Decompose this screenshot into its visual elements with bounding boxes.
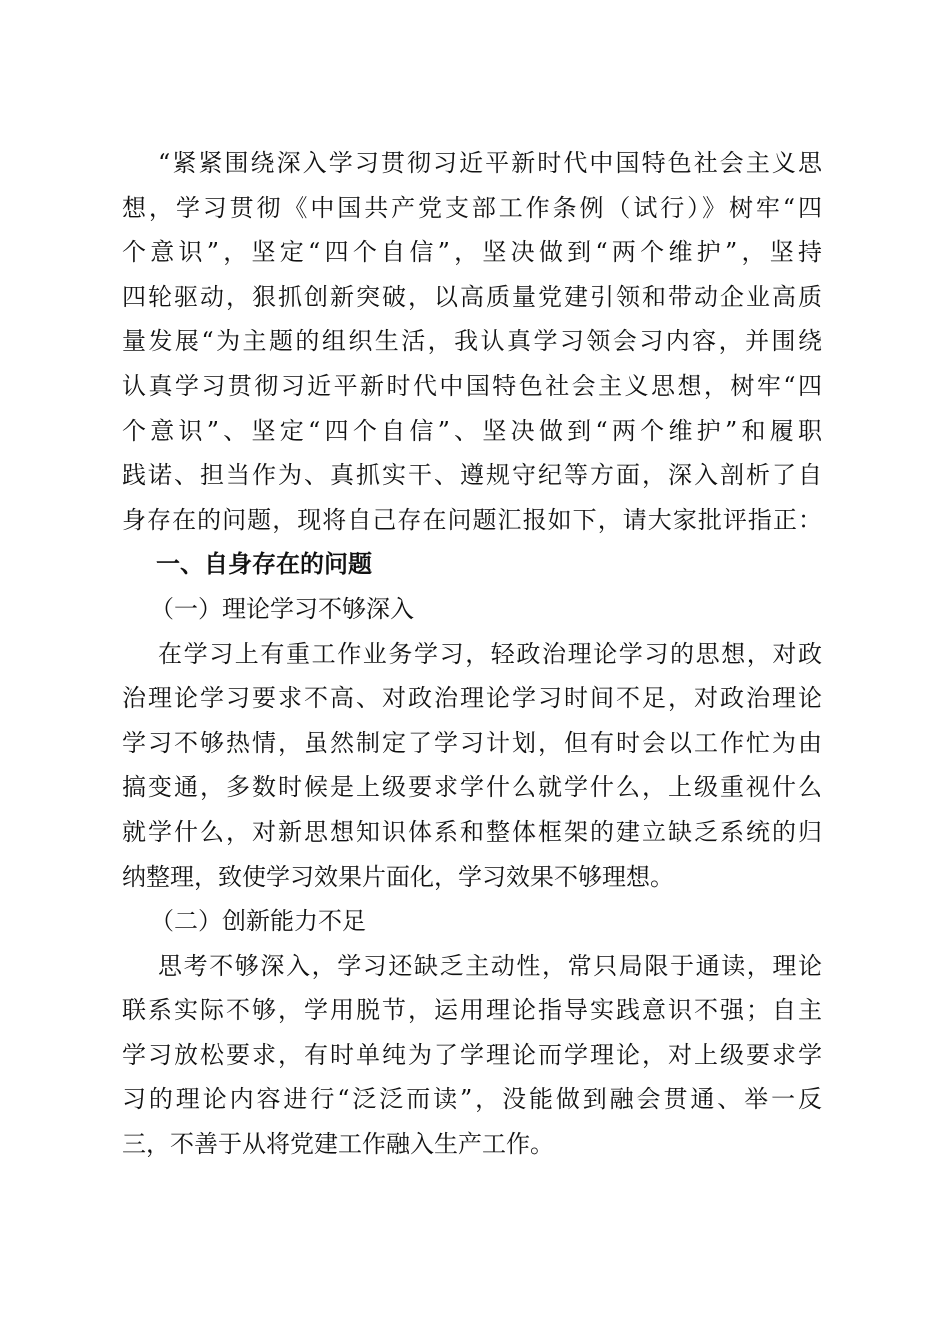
text-line: 身存在的问题，现将自己存在问题汇报如下，请大家批评指正： bbox=[122, 505, 822, 534]
text-line: 四轮驱动，狠抓创新突破，以高质量党建引领和带动企业高质 bbox=[122, 282, 822, 311]
text-line: 个意识”，坚定“四个自信”，坚决做到“两个维护”，坚持 bbox=[122, 238, 822, 267]
text-line: 搞变通，多数时候是上级要求学什么就学什么，上级重视什么 bbox=[122, 773, 822, 802]
text-line: 治理论学习要求不高、对政治理论学习时间不足，对政治理论 bbox=[122, 684, 822, 713]
subsection-heading: （一）理论学习不够深入 bbox=[150, 594, 414, 623]
intro-paragraph bbox=[122, 141, 822, 542]
subsection-heading: （二）创新能力不足 bbox=[150, 907, 366, 936]
section-heading: 一、自身存在的问题 bbox=[156, 550, 372, 579]
text-line: 学习放松要求，有时单纯为了学理论而学理论，对上级要求学 bbox=[122, 1040, 822, 1069]
text-line: 个意识”、坚定“四个自信”、坚决做到“两个维护”和履职 bbox=[122, 416, 822, 445]
text-line: 践诺、担当作为、真抓实干、遵规守纪等方面，深入剖析了自 bbox=[122, 461, 822, 490]
text-line: 纳整理，致使学习效果片面化，学习效果不够理想。 bbox=[122, 862, 674, 891]
subsection-1-paragraph bbox=[122, 632, 822, 900]
document-page bbox=[122, 141, 822, 1167]
text-line: 联系实际不够，学用脱节，运用理论指导实践意识不强；自主 bbox=[122, 996, 822, 1025]
text-line: 量发展“为主题的组织生活，我认真学习领会习内容，并围绕 bbox=[122, 327, 822, 356]
text-line: 在学习上有重工作业务学习，轻政治理论学习的思想，对政 bbox=[158, 639, 822, 668]
text-line: 认真学习贯彻习近平新时代中国特色社会主义思想，树牢“四 bbox=[122, 371, 822, 400]
text-line: 想，学习贯彻《中国共产党支部工作条例（试行）》树牢“四 bbox=[122, 193, 822, 222]
text-line: 三，不善于从将党建工作融入生产工作。 bbox=[122, 1130, 554, 1159]
text-line: 就学什么，对新思想知识体系和整体框架的建立缺乏系统的归 bbox=[122, 817, 822, 846]
text-line: 习的理论内容进行“泛泛而读”，没能做到融会贯通、举一反 bbox=[122, 1085, 822, 1114]
subsection-2-paragraph bbox=[122, 944, 822, 1167]
text-line: “紧紧围绕深入学习贯彻习近平新时代中国特色社会主义思 bbox=[158, 149, 822, 177]
text-line: 学习不够热情，虽然制定了学习计划，但有时会以工作忙为由 bbox=[122, 728, 822, 757]
text-line: 思考不够深入，学习还缺乏主动性，常只局限于通读，理论 bbox=[158, 951, 822, 980]
